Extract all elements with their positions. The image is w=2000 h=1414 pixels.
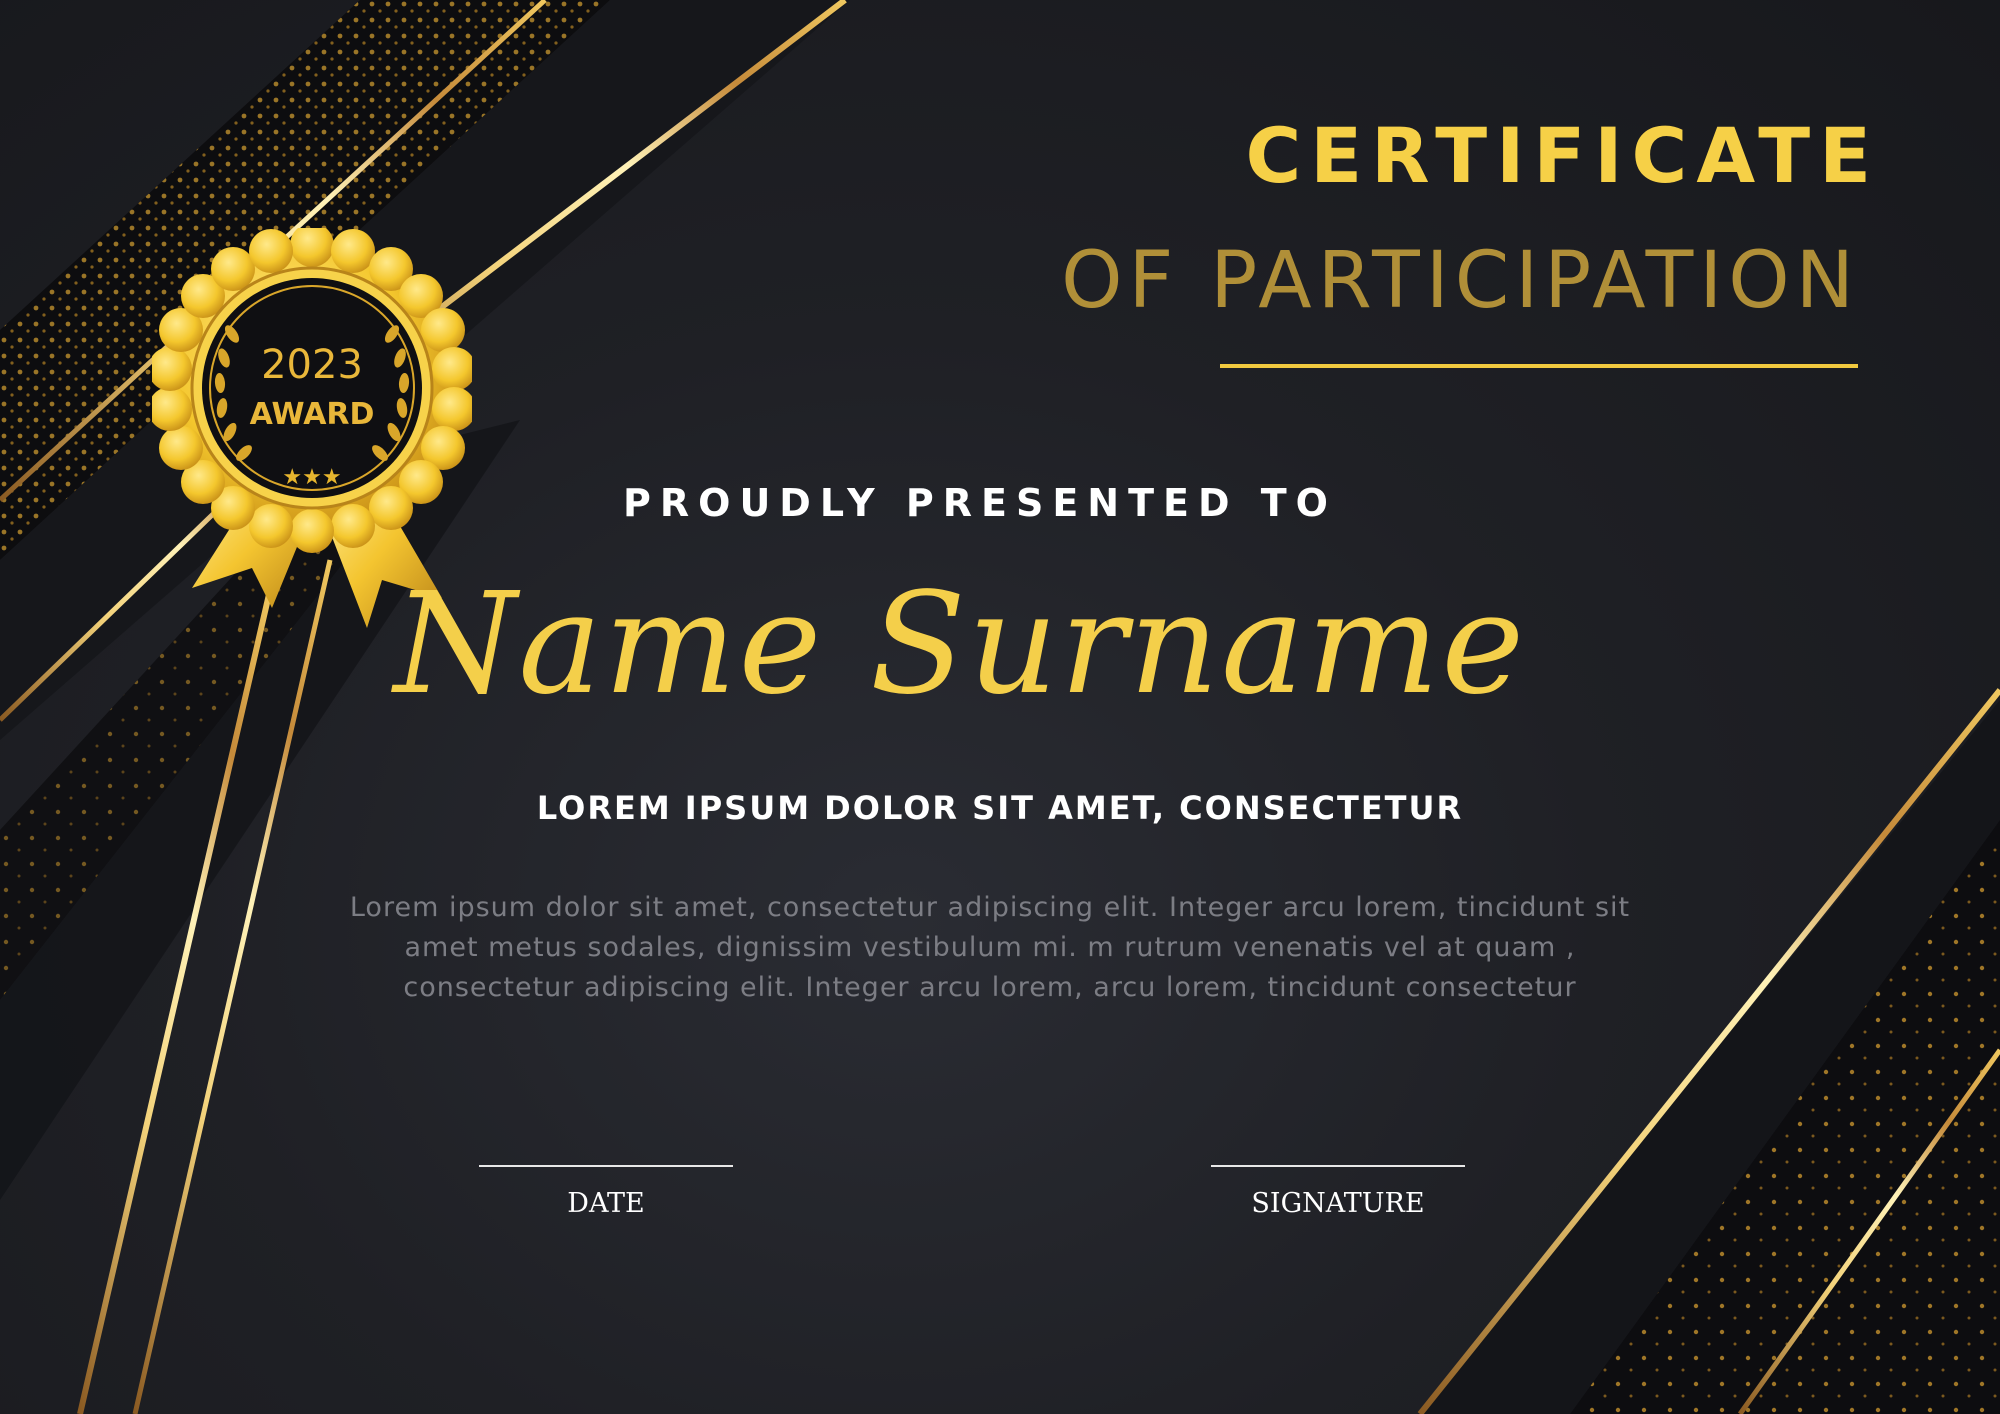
certificate-title: CERTIFICATE bbox=[1245, 111, 1880, 200]
date-line bbox=[479, 1165, 733, 1167]
body-line: amet metus sodales, dignissim vestibulum mi. m rutrum venenatis vel at quam , bbox=[404, 932, 1576, 963]
title-divider bbox=[1220, 364, 1858, 368]
signature-label: SIGNATURE bbox=[1251, 1188, 1425, 1219]
seal-year: 2023 bbox=[261, 342, 363, 388]
recipient-name: Name Surname bbox=[393, 563, 1527, 726]
presented-to-label: PROUDLY PRESENTED TO bbox=[623, 481, 1337, 525]
date-label: DATE bbox=[567, 1188, 645, 1219]
seal-star-icon: ★★★ bbox=[282, 465, 342, 490]
certificate-subtitle: OF PARTICIPATION bbox=[1061, 236, 1860, 326]
certificate-body bbox=[280, 888, 1700, 1008]
signature-line bbox=[1211, 1165, 1465, 1167]
body-line: Lorem ipsum dolor sit amet, consectetur adipiscing elit. Integer arcu lorem, tincidunt sit bbox=[349, 892, 1631, 923]
seal-award-label: AWARD bbox=[249, 397, 375, 432]
body-line: consectetur adipiscing elit. Integer arcu lorem, arcu lorem, tincidunt consectetur bbox=[403, 972, 1577, 1003]
certificate-headline: LOREM IPSUM DOLOR SIT AMET, CONSECTETUR bbox=[536, 789, 1464, 827]
